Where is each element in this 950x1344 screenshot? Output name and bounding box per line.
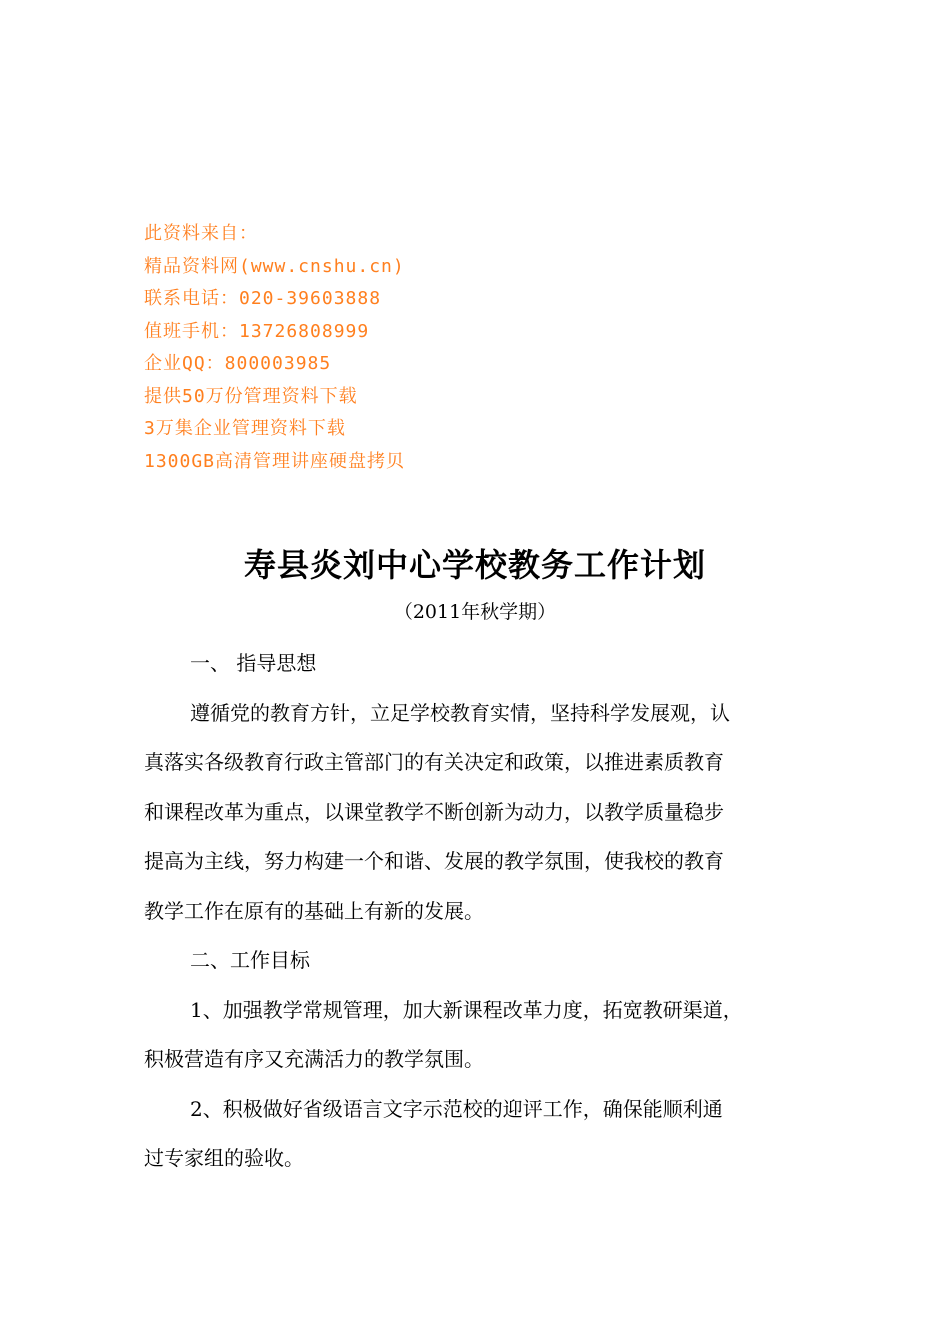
- paragraph-line: 积极营造有序又充满活力的教学氛围。: [144, 1047, 484, 1071]
- paragraph-line: 1、加强教学常规管理，加大新课程改革力度，拓宽教研渠道，: [190, 997, 743, 1022]
- promo-line: 精品资料网(www.cnshu.cn): [144, 255, 405, 277]
- section-heading: 二、工作目标: [190, 948, 310, 972]
- promo-line: 3万集企业管理资料下载: [144, 418, 346, 439]
- paragraph-line: 真落实各级教育行政主管部门的有关决定和政策，以推进素质教育: [144, 750, 724, 774]
- document-body: [144, 645, 824, 1190]
- paragraph-line: 2、积极做好省级语言文字示范校的迎评工作，确保能顺利通: [190, 1096, 723, 1121]
- promo-line: 此资料来自：: [144, 223, 258, 244]
- paragraph-line: 教学工作在原有的基础上有新的发展。: [144, 898, 484, 923]
- promo-line: 值班手机：13726808999: [144, 320, 370, 342]
- promo-line: 1300GB高清管理讲座硬盘拷贝: [144, 450, 406, 472]
- promo-line: 企业QQ：800003985: [144, 353, 332, 374]
- section-heading: 一、 指导思想: [190, 651, 317, 675]
- promo-line: 提供50万份管理资料下载: [144, 385, 358, 407]
- paragraph-line: 遵循党的教育方针，立足学校教育实情，坚持科学发展观，认: [190, 700, 730, 725]
- paragraph-line: 和课程改革为重点，以课堂教学不断创新为动力，以教学质量稳步: [144, 799, 724, 824]
- document-subtitle: （2011年秋学期）: [393, 601, 557, 623]
- paragraph-line: 过专家组的验收。: [144, 1146, 304, 1170]
- paragraph-line: 提高为主线，努力构建一个和谐、发展的教学氛围，使我校的教育: [144, 849, 724, 873]
- document-title: 寿县炎刘中心学校教务工作计划: [243, 546, 706, 584]
- promo-line: 联系电话：020-39603888: [144, 288, 382, 309]
- promo-block: [144, 218, 564, 478]
